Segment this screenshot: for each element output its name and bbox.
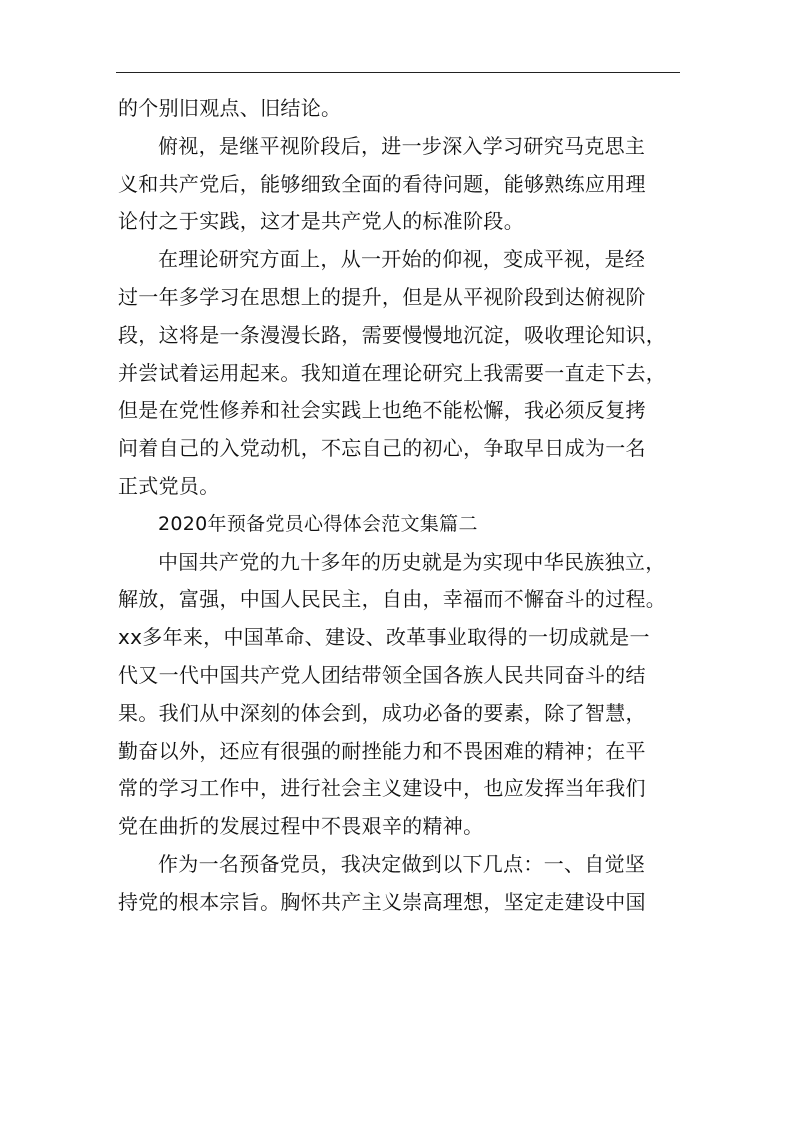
text-line: 正式党员。	[118, 473, 220, 498]
header-rule	[116, 72, 680, 73]
paragraph-start-line: 中国共产党的九十多年的历史就是为实现中华民族独立，	[158, 549, 666, 574]
text-line: 勤奋以外，还应有很强的耐挫能力和不畏困难的精神；在平	[118, 738, 646, 763]
text-line: 解放，富强，中国人民民主，自由，幸福而不懈奋斗的过程。	[118, 587, 667, 612]
paragraph-start-line: 作为一名预备党员，我决定做到以下几点：一、自觉坚	[158, 851, 646, 876]
document-body	[118, 90, 684, 922]
text-line: 果。我们从中深刻的体会到，成功必备的要素，除了智慧，	[118, 700, 646, 725]
text-line: 义和共产党后，能够细致全面的看待问题，能够熟练应用理	[118, 171, 646, 196]
text-line: 党在曲折的发展过程中不畏艰辛的精神。	[118, 814, 484, 839]
text-line: 段，这将是一条漫漫长路，需要慢慢地沉淀，吸收理论知识，	[118, 322, 667, 347]
paragraph-start-line: 俯视，是继平视阶段后，进一步深入学习研究马克思主	[158, 133, 646, 158]
paragraph-start-line: 在理论研究方面上，从一开始的仰视，变成平视，是经	[158, 247, 646, 272]
text-line: 的个别旧观点、旧结论。	[118, 96, 342, 120]
text-line: xx多年来，中国革命、建设、改革事业取得的一切成就是一	[118, 625, 650, 650]
text-line: 并尝试着运用起来。我知道在理论研究上我需要一直走下去，	[118, 360, 667, 385]
text-line: 过一年多学习在思想上的提升，但是从平视阶段到达俯视阶	[118, 284, 646, 309]
text-line: 常的学习工作中，进行社会主义建设中，也应发挥当年我们	[118, 776, 646, 801]
text-line: 持党的根本宗旨。胸怀共产主义崇高理想，坚定走建设中国	[118, 889, 646, 914]
text-line: 论付之于实践，这才是共产党人的标准阶段。	[118, 209, 524, 234]
section-heading: 2020年预备党员心得体会范文集篇二	[158, 512, 478, 535]
text-line: 但是在党性修养和社会实践上也绝不能松懈，我必须反复拷	[118, 398, 646, 423]
text-line: 代又一代中国共产党人团结带领全国各族人民共同奋斗的结	[118, 662, 646, 687]
text-line: 问着自己的入党动机，不忘自己的初心，争取早日成为一名	[118, 436, 646, 461]
